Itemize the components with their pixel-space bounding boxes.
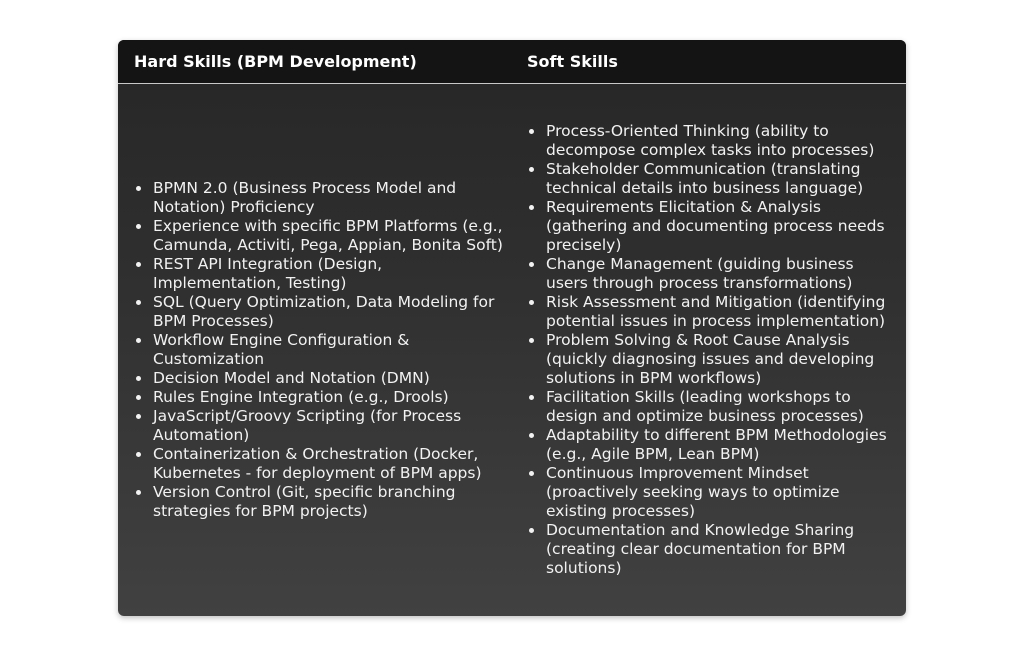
list-item: Containerization & Orchestration (Docker, Kubernetes - for deployment of BPM apps) <box>134 445 511 483</box>
list-item: Documentation and Knowledge Sharing (creating clear documentation for BPM solutions) <box>527 521 899 578</box>
hard-skills-cell <box>134 84 511 616</box>
list-item: Adaptability to different BPM Methodologies (e.g., Agile BPM, Lean BPM) <box>527 426 899 464</box>
header-soft-skills: Soft Skills <box>527 52 618 71</box>
list-item: Problem Solving & Root Cause Analysis (quickly diagnosing issues and developing solutions in BPM workflows) <box>527 331 899 388</box>
list-item: REST API Integration (Design, Implementation, Testing) <box>134 255 511 293</box>
header-hard-skills: Hard Skills (BPM Development) <box>134 52 417 71</box>
table-header-row <box>118 40 906 84</box>
list-item: Continuous Improvement Mindset (proactively seeking ways to optimize existing processes) <box>527 464 899 521</box>
hard-skills-list <box>134 179 511 521</box>
list-item: Decision Model and Notation (DMN) <box>134 369 511 388</box>
list-item: Rules Engine Integration (e.g., Drools) <box>134 388 511 407</box>
soft-skills-list <box>527 122 899 578</box>
list-item: JavaScript/Groovy Scripting (for Process Automation) <box>134 407 511 445</box>
list-item: Risk Assessment and Mitigation (identifying potential issues in process implementation) <box>527 293 899 331</box>
list-item: Change Management (guiding business users through process transformations) <box>527 255 899 293</box>
list-item: Version Control (Git, specific branching strategies for BPM projects) <box>134 483 511 521</box>
list-item: Workflow Engine Configuration & Customization <box>134 331 511 369</box>
list-item: Process-Oriented Thinking (ability to decompose complex tasks into processes) <box>527 122 899 160</box>
list-item: Experience with specific BPM Platforms (e.g., Camunda, Activiti, Pega, Appian, Bonita Soft) <box>134 217 511 255</box>
soft-skills-cell <box>527 84 899 616</box>
list-item: Stakeholder Communication (translating technical details into business language) <box>527 160 899 198</box>
list-item: Requirements Elicitation & Analysis (gathering and documenting process needs precisely) <box>527 198 899 255</box>
list-item: Facilitation Skills (leading workshops to design and optimize business processes) <box>527 388 899 426</box>
list-item: SQL (Query Optimization, Data Modeling for BPM Processes) <box>134 293 511 331</box>
skills-table <box>118 40 906 616</box>
list-item: BPMN 2.0 (Business Process Model and Notation) Proficiency <box>134 179 511 217</box>
